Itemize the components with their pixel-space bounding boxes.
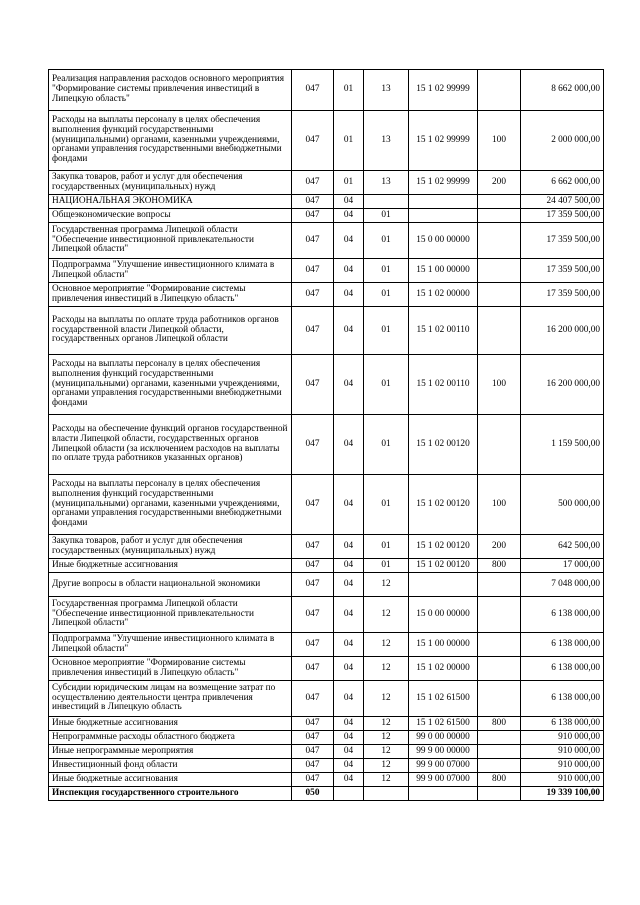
target-article-cell: 15 1 02 00110 <box>409 307 478 355</box>
ministry-code-cell: 047 <box>292 475 334 535</box>
expense-type-cell <box>478 283 521 307</box>
expense-type-cell: 100 <box>478 355 521 415</box>
ministry-code-cell: 050 <box>292 787 334 801</box>
row-name-cell: Иные бюджетные ассигнования <box>49 559 292 573</box>
row-name-cell: Расходы на выплаты персоналу в целях обеспечения выполнения функций государственными (муниципальными) органами, казенными учреждениями, органами управления государственными внебюджетными фондами <box>49 475 292 535</box>
ministry-code-cell: 047 <box>292 259 334 283</box>
table-row <box>49 283 604 307</box>
expense-type-cell <box>478 759 521 773</box>
section-code-cell: 04 <box>334 759 364 773</box>
expense-type-cell <box>478 415 521 475</box>
amount-cell: 642 500,00 <box>521 535 604 559</box>
table-row <box>49 787 604 801</box>
row-name-cell: Инспекция государственного строительного <box>49 787 292 801</box>
expense-type-cell <box>478 70 521 111</box>
ministry-code-cell: 047 <box>292 355 334 415</box>
amount-cell: 910 000,00 <box>521 759 604 773</box>
target-article-cell: 15 0 00 00000 <box>409 597 478 633</box>
amount-cell: 500 000,00 <box>521 475 604 535</box>
ministry-code-cell: 047 <box>292 681 334 717</box>
table-row <box>49 70 604 111</box>
amount-cell: 7 048 000,00 <box>521 573 604 597</box>
amount-cell: 910 000,00 <box>521 731 604 745</box>
target-article-cell: 15 1 02 99999 <box>409 70 478 111</box>
subsection-code-cell: 12 <box>364 731 409 745</box>
amount-cell: 16 200 000,00 <box>521 307 604 355</box>
ministry-code-cell: 047 <box>292 559 334 573</box>
table-row <box>49 681 604 717</box>
section-code-cell: 04 <box>334 259 364 283</box>
row-name-cell: Государственная программа Липецкой области "Обеспечение инвестиционной привлекательности Липецкой области" <box>49 223 292 259</box>
section-code-cell: 01 <box>334 171 364 195</box>
row-name-cell: Реализация направления расходов основного мероприятия "Формирование системы привлечения инвестиций в Липецкую область" <box>49 70 292 111</box>
target-article-cell: 15 1 02 00120 <box>409 535 478 559</box>
ministry-code-cell: 047 <box>292 283 334 307</box>
amount-cell: 6 138 000,00 <box>521 657 604 681</box>
ministry-code-cell: 047 <box>292 307 334 355</box>
row-name-cell: Закупка товаров, работ и услуг для обеспечения государственных (муниципальных) нужд <box>49 535 292 559</box>
row-name-cell: Иные бюджетные ассигнования <box>49 773 292 787</box>
section-code-cell: 04 <box>334 773 364 787</box>
table-row <box>49 773 604 787</box>
table-row <box>49 759 604 773</box>
row-name-cell: Общеэкономические вопросы <box>49 209 292 223</box>
row-name-cell: Закупка товаров, работ и услуг для обеспечения государственных (муниципальных) нужд <box>49 171 292 195</box>
target-article-cell: 15 1 02 00120 <box>409 559 478 573</box>
row-name-cell: Подпрограмма "Улучшение инвестиционного климата в Липецкой области" <box>49 259 292 283</box>
expense-type-cell <box>478 195 521 209</box>
row-name-cell: Расходы на выплаты по оплате труда работников органов государственной власти Липецкой области, государственных органов Липецкой области <box>49 307 292 355</box>
table-row <box>49 223 604 259</box>
target-article-cell <box>409 195 478 209</box>
target-article-cell: 15 1 02 00120 <box>409 475 478 535</box>
table-row <box>49 731 604 745</box>
subsection-code-cell <box>364 195 409 209</box>
table-row <box>49 475 604 535</box>
section-code-cell: 04 <box>334 283 364 307</box>
table-row <box>49 111 604 171</box>
target-article-cell <box>409 209 478 223</box>
row-name-cell: Основное мероприятие "Формирование системы привлечения инвестиций в Липецкую область" <box>49 657 292 681</box>
row-name-cell: Инвестиционный фонд области <box>49 759 292 773</box>
expense-type-cell <box>478 745 521 759</box>
subsection-code-cell: 01 <box>364 355 409 415</box>
table-row <box>49 573 604 597</box>
section-code-cell: 04 <box>334 573 364 597</box>
ministry-code-cell: 047 <box>292 223 334 259</box>
section-code-cell <box>334 787 364 801</box>
amount-cell: 910 000,00 <box>521 773 604 787</box>
subsection-code-cell: 01 <box>364 475 409 535</box>
target-article-cell: 99 9 00 07000 <box>409 773 478 787</box>
ministry-code-cell: 047 <box>292 759 334 773</box>
amount-cell: 17 359 500,00 <box>521 209 604 223</box>
section-code-cell: 04 <box>334 475 364 535</box>
section-code-cell: 04 <box>334 535 364 559</box>
section-code-cell: 04 <box>334 209 364 223</box>
expense-type-cell: 200 <box>478 535 521 559</box>
amount-cell: 6 138 000,00 <box>521 633 604 657</box>
amount-cell: 910 000,00 <box>521 745 604 759</box>
table-row <box>49 259 604 283</box>
section-code-cell: 04 <box>334 745 364 759</box>
ministry-code-cell: 047 <box>292 773 334 787</box>
ministry-code-cell: 047 <box>292 415 334 475</box>
expense-type-cell <box>478 787 521 801</box>
row-name-cell: Субсидии юридическим лицам на возмещение затрат по осуществлению деятельности центра привлечения инвестиций в Липецкую область <box>49 681 292 717</box>
amount-cell: 6 138 000,00 <box>521 681 604 717</box>
subsection-code-cell: 01 <box>364 223 409 259</box>
subsection-code-cell: 13 <box>364 111 409 171</box>
table-row <box>49 171 604 195</box>
amount-cell: 2 000 000,00 <box>521 111 604 171</box>
expense-type-cell <box>478 573 521 597</box>
table-row <box>49 633 604 657</box>
amount-cell: 19 339 100,00 <box>521 787 604 801</box>
row-name-cell: Расходы на выплаты персоналу в целях обеспечения выполнения функций государственными (муниципальными) органами, казенными учреждениями, органами управления государственными внебюджетными фондами <box>49 355 292 415</box>
target-article-cell: 99 0 00 00000 <box>409 731 478 745</box>
expense-type-cell: 800 <box>478 773 521 787</box>
expense-type-cell <box>478 307 521 355</box>
ministry-code-cell: 047 <box>292 745 334 759</box>
section-code-cell: 04 <box>334 597 364 633</box>
expense-type-cell <box>478 597 521 633</box>
ministry-code-cell: 047 <box>292 597 334 633</box>
expense-type-cell: 800 <box>478 717 521 731</box>
target-article-cell: 15 1 02 61500 <box>409 681 478 717</box>
budget-table <box>48 69 604 801</box>
amount-cell: 1 159 500,00 <box>521 415 604 475</box>
table-row <box>49 195 604 209</box>
expense-type-cell <box>478 731 521 745</box>
subsection-code-cell: 12 <box>364 573 409 597</box>
amount-cell: 17 359 500,00 <box>521 259 604 283</box>
section-code-cell: 04 <box>334 559 364 573</box>
amount-cell: 17 000,00 <box>521 559 604 573</box>
expense-type-cell: 800 <box>478 559 521 573</box>
section-code-cell: 04 <box>334 717 364 731</box>
target-article-cell: 15 1 02 99999 <box>409 111 478 171</box>
ministry-code-cell: 047 <box>292 70 334 111</box>
section-code-cell: 04 <box>334 657 364 681</box>
row-name-cell: Расходы на обеспечение функций органов государственной власти Липецкой области, государственных органов Липецкой области (за исключением расходов на выплаты по оплате труда работников указанных органов) <box>49 415 292 475</box>
row-name-cell: Государственная программа Липецкой области "Обеспечение инвестиционной привлекательности Липецкой области" <box>49 597 292 633</box>
row-name-cell: Другие вопросы в области национальной экономики <box>49 573 292 597</box>
table-row <box>49 597 604 633</box>
target-article-cell: 15 1 02 00000 <box>409 657 478 681</box>
amount-cell: 16 200 000,00 <box>521 355 604 415</box>
expense-type-cell <box>478 209 521 223</box>
table-row <box>49 307 604 355</box>
subsection-code-cell: 01 <box>364 259 409 283</box>
section-code-cell: 04 <box>334 731 364 745</box>
target-article-cell: 15 1 02 00110 <box>409 355 478 415</box>
section-code-cell: 04 <box>334 355 364 415</box>
table-row <box>49 535 604 559</box>
section-code-cell: 04 <box>334 681 364 717</box>
row-name-cell: Иные непрограммные мероприятия <box>49 745 292 759</box>
expense-type-cell: 100 <box>478 111 521 171</box>
subsection-code-cell: 01 <box>364 283 409 307</box>
subsection-code-cell: 01 <box>364 559 409 573</box>
target-article-cell <box>409 573 478 597</box>
subsection-code-cell: 12 <box>364 745 409 759</box>
table-row <box>49 415 604 475</box>
section-code-cell: 04 <box>334 195 364 209</box>
target-article-cell: 15 1 00 00000 <box>409 259 478 283</box>
subsection-code-cell <box>364 787 409 801</box>
subsection-code-cell: 12 <box>364 657 409 681</box>
target-article-cell: 99 9 00 00000 <box>409 745 478 759</box>
row-name-cell: Подпрограмма "Улучшение инвестиционного климата в Липецкой области" <box>49 633 292 657</box>
row-name-cell: Непрограммные расходы областного бюджета <box>49 731 292 745</box>
expense-type-cell <box>478 259 521 283</box>
ministry-code-cell: 047 <box>292 209 334 223</box>
subsection-code-cell: 12 <box>364 717 409 731</box>
section-code-cell: 04 <box>334 307 364 355</box>
table-row <box>49 209 604 223</box>
row-name-cell: Иные бюджетные ассигнования <box>49 717 292 731</box>
target-article-cell <box>409 787 478 801</box>
ministry-code-cell: 047 <box>292 535 334 559</box>
section-code-cell: 04 <box>334 415 364 475</box>
expense-type-cell: 200 <box>478 171 521 195</box>
ministry-code-cell: 047 <box>292 111 334 171</box>
subsection-code-cell: 12 <box>364 597 409 633</box>
target-article-cell: 15 1 00 00000 <box>409 633 478 657</box>
ministry-code-cell: 047 <box>292 717 334 731</box>
subsection-code-cell: 12 <box>364 681 409 717</box>
target-article-cell: 15 1 02 00000 <box>409 283 478 307</box>
expense-type-cell <box>478 223 521 259</box>
target-article-cell: 15 0 00 00000 <box>409 223 478 259</box>
target-article-cell: 15 1 02 61500 <box>409 717 478 731</box>
target-article-cell: 99 9 00 07000 <box>409 759 478 773</box>
amount-cell: 17 359 500,00 <box>521 283 604 307</box>
amount-cell: 6 662 000,00 <box>521 171 604 195</box>
expense-type-cell <box>478 657 521 681</box>
ministry-code-cell: 047 <box>292 657 334 681</box>
ministry-code-cell: 047 <box>292 731 334 745</box>
expense-type-cell <box>478 633 521 657</box>
ministry-code-cell: 047 <box>292 633 334 657</box>
subsection-code-cell: 12 <box>364 759 409 773</box>
table-row <box>49 355 604 415</box>
target-article-cell: 15 1 02 99999 <box>409 171 478 195</box>
expense-type-cell <box>478 681 521 717</box>
budget-table-body <box>49 70 604 801</box>
row-name-cell: НАЦИОНАЛЬНАЯ ЭКОНОМИКА <box>49 195 292 209</box>
ministry-code-cell: 047 <box>292 195 334 209</box>
target-article-cell: 15 1 02 00120 <box>409 415 478 475</box>
section-code-cell: 01 <box>334 111 364 171</box>
amount-cell: 17 359 500,00 <box>521 223 604 259</box>
amount-cell: 6 138 000,00 <box>521 717 604 731</box>
subsection-code-cell: 01 <box>364 415 409 475</box>
table-row <box>49 657 604 681</box>
section-code-cell: 04 <box>334 223 364 259</box>
subsection-code-cell: 01 <box>364 209 409 223</box>
section-code-cell: 04 <box>334 633 364 657</box>
amount-cell: 24 407 500,00 <box>521 195 604 209</box>
subsection-code-cell: 13 <box>364 70 409 111</box>
subsection-code-cell: 01 <box>364 307 409 355</box>
table-row <box>49 745 604 759</box>
amount-cell: 8 662 000,00 <box>521 70 604 111</box>
table-row <box>49 717 604 731</box>
ministry-code-cell: 047 <box>292 171 334 195</box>
row-name-cell: Расходы на выплаты персоналу в целях обеспечения выполнения функций государственными (муниципальными) органами, казенными учреждениями, органами управления государственными внебюджетными фондами <box>49 111 292 171</box>
subsection-code-cell: 12 <box>364 633 409 657</box>
subsection-code-cell: 01 <box>364 535 409 559</box>
amount-cell: 6 138 000,00 <box>521 597 604 633</box>
subsection-code-cell: 12 <box>364 773 409 787</box>
subsection-code-cell: 13 <box>364 171 409 195</box>
ministry-code-cell: 047 <box>292 573 334 597</box>
expense-type-cell: 100 <box>478 475 521 535</box>
section-code-cell: 01 <box>334 70 364 111</box>
row-name-cell: Основное мероприятие "Формирование системы привлечения инвестиций в Липецкую область" <box>49 283 292 307</box>
table-row <box>49 559 604 573</box>
